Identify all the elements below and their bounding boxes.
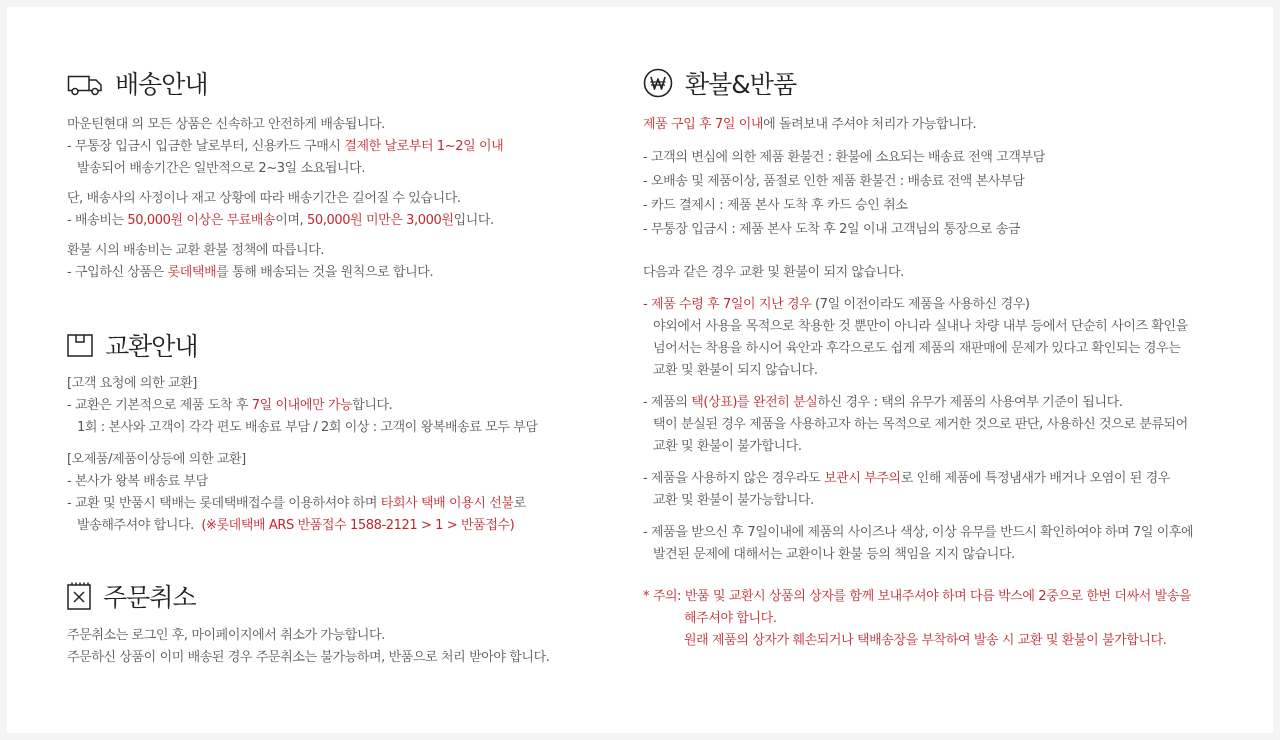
text: - 무통장 입금시 입금한 날로부터, 신용카드 구매시 (67, 139, 345, 154)
warning-note (643, 586, 1191, 652)
no-refund-case-2 (643, 392, 1188, 458)
list-item: - 오배송 및 제품이상, 품절로 인한 제품 환불건 : 배송료 전액 본사부담 (643, 174, 1025, 189)
shipping-paragraph-2 (67, 188, 494, 232)
text-line: 환불 시의 배송비는 교환 환불 정책에 따릅니다. (67, 243, 325, 258)
text-line: 주문하신 상품이 이미 배송된 경우 주문취소는 불가능하며, 반품으로 처리 받아야 합니다. (67, 650, 550, 665)
text-line: [고객 요청에 의한 교환] (67, 376, 197, 391)
text-line: - 본사가 왕복 배송료 부담 (67, 474, 208, 489)
list-item: - 무통장 입금시 : 제품 본사 도착 후 2일 이내 고객님의 통장으로 송금 (643, 222, 1021, 237)
text: 발송해주셔야 합니다. (77, 518, 202, 533)
text: 를 통해 배송되는 것을 원칙으로 합니다. (216, 265, 434, 280)
exchange-title: 교환안내 (105, 332, 198, 361)
cancel-title: 주문취소 (103, 583, 196, 612)
no-refund-case-4 (643, 522, 1193, 566)
refund-title: 환불&반품 (685, 70, 797, 99)
highlight-text: 50,000원 이상은 무료배송 (127, 213, 276, 228)
text-line: 마운틴현대 의 모든 상품은 신속하고 안전하게 배송됩니다. (67, 117, 385, 132)
shipping-title: 배송안내 (115, 70, 208, 99)
refund-intro (643, 114, 976, 136)
shipping-paragraph-1 (67, 114, 503, 180)
won-icon (643, 68, 673, 98)
text: 하신 경우 : 택의 유무가 제품의 사용여부 기준이 됩니다. (817, 395, 1123, 410)
highlight-text: 7일 이내에만 가능 (251, 398, 353, 413)
text-line: 야외에서 사용을 목적으로 착용한 것 뿐만이 아니라 실내나 차량 내부 등에서 단순히 사이즈 확인을 (653, 319, 1188, 334)
text-line (643, 114, 976, 136)
text: 입니다. (453, 213, 494, 228)
text-line (643, 294, 1188, 316)
text: - 제품을 사용하지 않은 경우라도 (643, 471, 825, 486)
highlight-text: (※롯데택배 ARS 반품접수 1588-2121 > 1 > 반품접수) (201, 518, 515, 533)
text-line: [오제품/제품이상등에 의한 교환] (67, 452, 246, 467)
text-line (67, 262, 433, 284)
box-icon (67, 332, 93, 358)
text-line (643, 392, 1188, 414)
highlight-text: 택(상표)를 완전히 분실 (691, 395, 818, 410)
text-line: 교환 및 환불이 불가능합니다. (653, 493, 814, 508)
list-item: - 카드 결제시 : 제품 본사 도착 후 카드 승인 취소 (643, 198, 908, 213)
list-item: - 고객의 변심에 의한 제품 환불건 : 환불에 소요되는 배송료 전액 고객부담 (643, 150, 1045, 165)
truck-icon (67, 68, 103, 98)
text-line (67, 493, 526, 515)
text: 에 돌려보내 주셔야 처리가 가능합니다. (763, 117, 977, 132)
refund-heading (643, 65, 796, 101)
highlight-text: 타회사 택배 이용시 선불 (380, 496, 514, 511)
cancel-heading (67, 578, 196, 614)
cancel-paragraph (67, 625, 549, 669)
exchange-paragraph-1 (67, 373, 538, 439)
text-line: * 주의: 반품 및 교환시 상품의 상자를 함께 보내주셔야 하며 다름 박스에 2중으로 한번 더싸서 발송을 (643, 589, 1192, 604)
text: - 배송비는 (67, 213, 128, 228)
highlight-text: 결제한 날로부터 1~2일 이내 (344, 139, 504, 154)
text-line: 교환 및 환불이 되지 않습니다. (653, 363, 818, 378)
text: - 교환은 기본적으로 제품 도착 후 (67, 398, 252, 413)
text: (7일 이전이라도 제품을 사용하신 경우) (811, 297, 1030, 312)
text-line: 택이 분실된 경우 제품을 사용하고자 하는 목적으로 제거한 것으로 판단, 사용하신 것으로 분류되어 (653, 417, 1188, 432)
text-line: 넘어서는 착용을 하시어 육안과 후각으로도 쉽게 제품의 재판매에 문제가 있다고 확인되는 경우는 (653, 341, 1181, 356)
text-line: 교환 및 환불이 불가합니다. (653, 439, 802, 454)
text: - 교환 및 반품시 택배는 롯데택배접수를 이용하셔야 하며 (67, 496, 381, 511)
text-line (643, 468, 1170, 490)
highlight-text: 제품 수령 후 7일이 지난 경우 (651, 297, 812, 312)
text-line (67, 395, 538, 417)
text: - 제품의 (643, 395, 692, 410)
text-line: 원래 제품의 상자가 훼손되거나 택배송장을 부착하여 발송 시 교환 및 환불이 불가합니다. (684, 633, 1167, 648)
text-line: 단, 배송사의 사정이나 재고 상황에 따라 배송기간은 길어질 수 있습니다. (67, 191, 461, 206)
text-line: 발송되어 배송기간은 일반적으로 2~3일 소요됩니다. (77, 161, 366, 176)
no-refund-case-3 (643, 468, 1170, 512)
highlight-text: 제품 구입 후 7일 이내 (643, 117, 764, 132)
exchange-paragraph-2 (67, 449, 526, 537)
highlight-text: 보관시 부주의 (824, 471, 901, 486)
text-line: 발견된 문제에 대해서는 교환이나 환불 등의 책임을 지지 않습니다. (653, 547, 1015, 562)
text: - (643, 297, 652, 312)
exchange-heading (67, 327, 198, 363)
text-line: - 제품을 받으신 후 7일이내에 제품의 사이즈나 색상, 이상 유무를 반드시 확인하여야 하며 7일 이후에 (643, 525, 1194, 540)
no-refund-case-1 (643, 294, 1188, 382)
refund-policy-list (643, 146, 1045, 242)
highlight-text: 50,000원 미만은 3,000원 (307, 213, 454, 228)
text-line: 주문취소는 로그인 후, 마이페이지에서 취소가 가능합니다. (67, 628, 385, 643)
info-card (7, 7, 1273, 733)
highlight-text: 롯데택배 (167, 265, 217, 280)
shipping-heading (67, 65, 208, 101)
text-line: 해주셔야 합니다. (684, 611, 777, 626)
shipping-paragraph-3 (67, 240, 433, 284)
text-line: 1회 : 본사와 고객이 각각 편도 배송료 부담 / 2회 이상 : 고객이 왕복배송료 모두 부담 (77, 420, 538, 435)
text: 이며, (275, 213, 307, 228)
text-line (67, 210, 494, 232)
no-refund-intro (643, 262, 904, 284)
text-line (67, 515, 526, 537)
text: 로 (513, 496, 526, 511)
text: 로 인해 제품에 특정냄새가 배거나 오염이 된 경우 (900, 471, 1170, 486)
text-line (67, 136, 503, 158)
text: - 구입하신 상품은 (67, 265, 168, 280)
cancel-doc-icon (67, 581, 91, 611)
text-line: 다음과 같은 경우 교환 및 환불이 되지 않습니다. (643, 265, 904, 280)
text: 합니다. (352, 398, 393, 413)
